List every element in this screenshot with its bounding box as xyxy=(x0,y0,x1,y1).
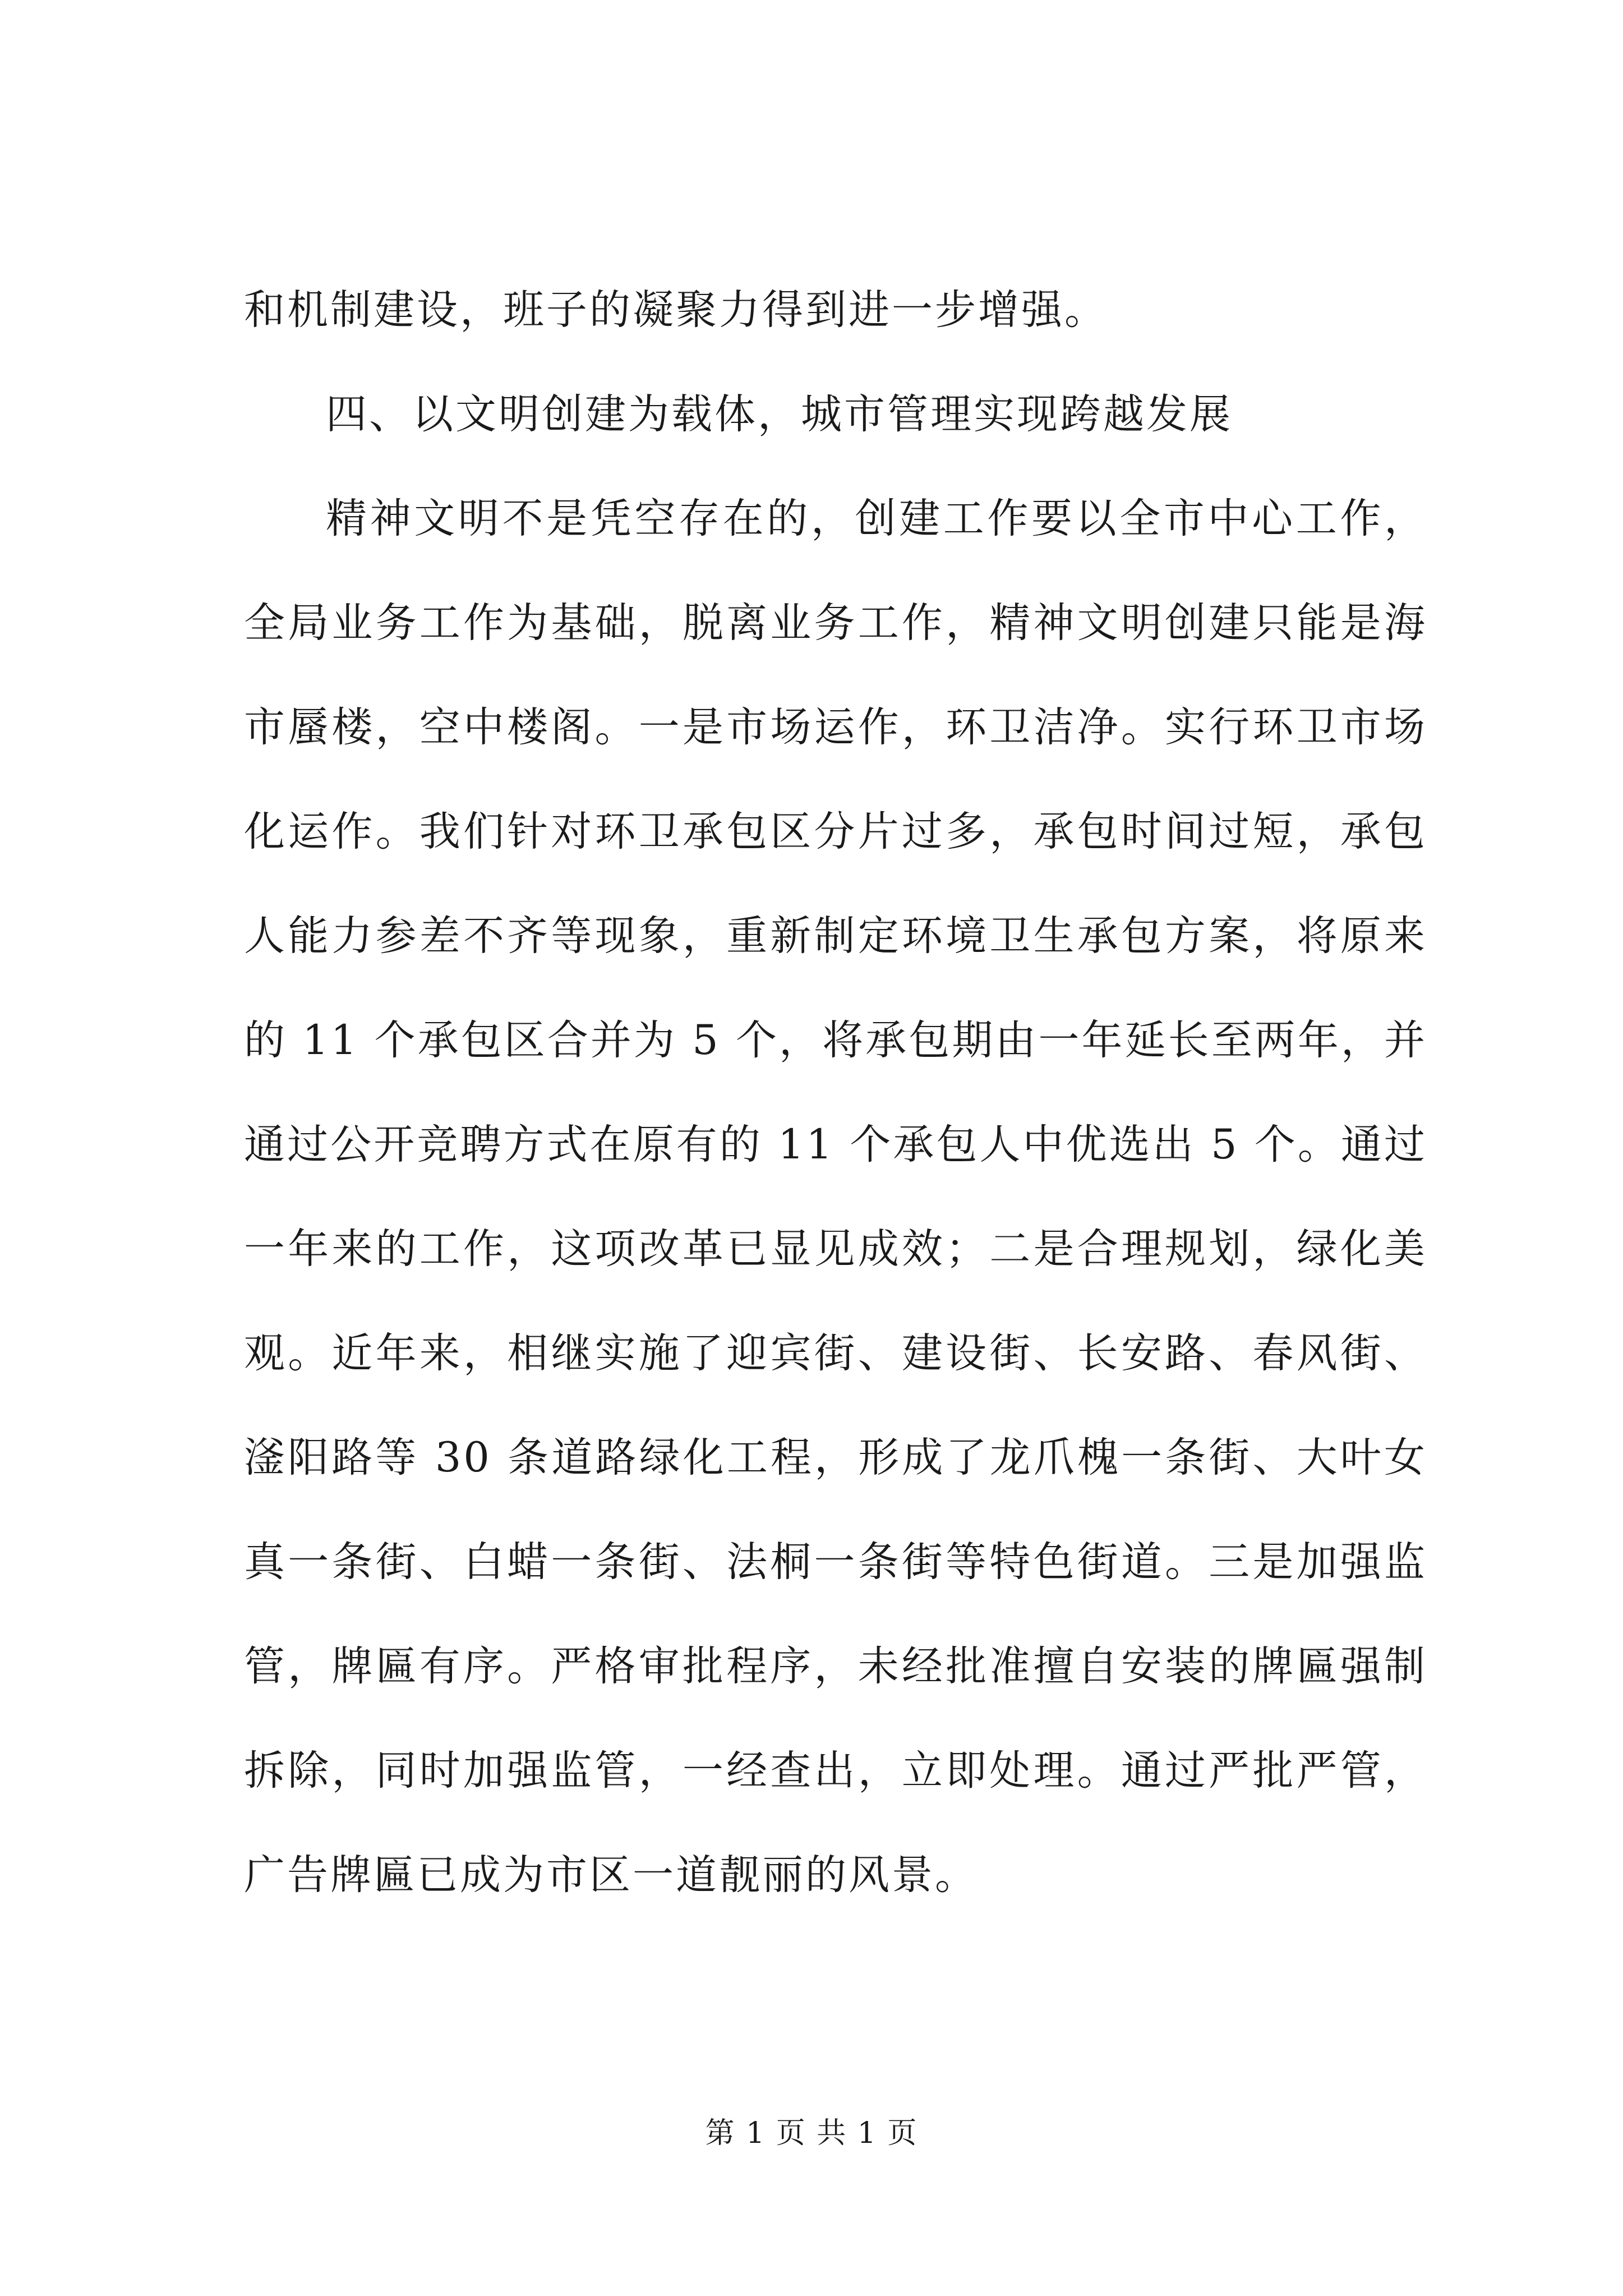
document-body xyxy=(244,258,1427,1927)
paragraph-continuation: 和机制建设，班子的凝聚力得到进一步增强。 xyxy=(244,286,1108,334)
page-footer: 第 1 页 共 1 页 xyxy=(705,2116,918,2150)
body-paragraph: 精神文明不是凭空存在的，创建工作要以全市中心工作，全局业务工作为基础，脱离业务工作，精神文明创建只能是海市蜃楼，空中楼阁。一是市场运作，环卫洁净。实行环卫市场化运作。我们针对环卫承包区分片过多，承包时间过短，承包人能力参差不齐等现象，重新制定环境卫生承包方案，将原来的 11 个承包区合并为 5 个，将承包期由一年延长至两年，并通过公开竞聘方式在原有的 11 个承包人中优选出 5 个。通过一年来的工作，这项改革已显见成效；二是合理规划，绿化美观。近年来，相继实施了迎宾街、建设街、长安路、春风街、滏阳路等 30 条道路绿化工程，形成了龙爪槐一条街、大叶女真一条街、白蜡一条街、法桐一条街等特色街道。三是加强监管，牌匾有序。严格审批程序，未经批准擅自安装的牌匾强制拆除，同时加强监管，一经查出，立即处理。通过严批严管，广告牌匾已成为市区一道靓丽的风景。 xyxy=(244,495,1427,1899)
section-heading: 四、以文明创建为载体，城市管理实现跨越发展 xyxy=(326,390,1233,438)
